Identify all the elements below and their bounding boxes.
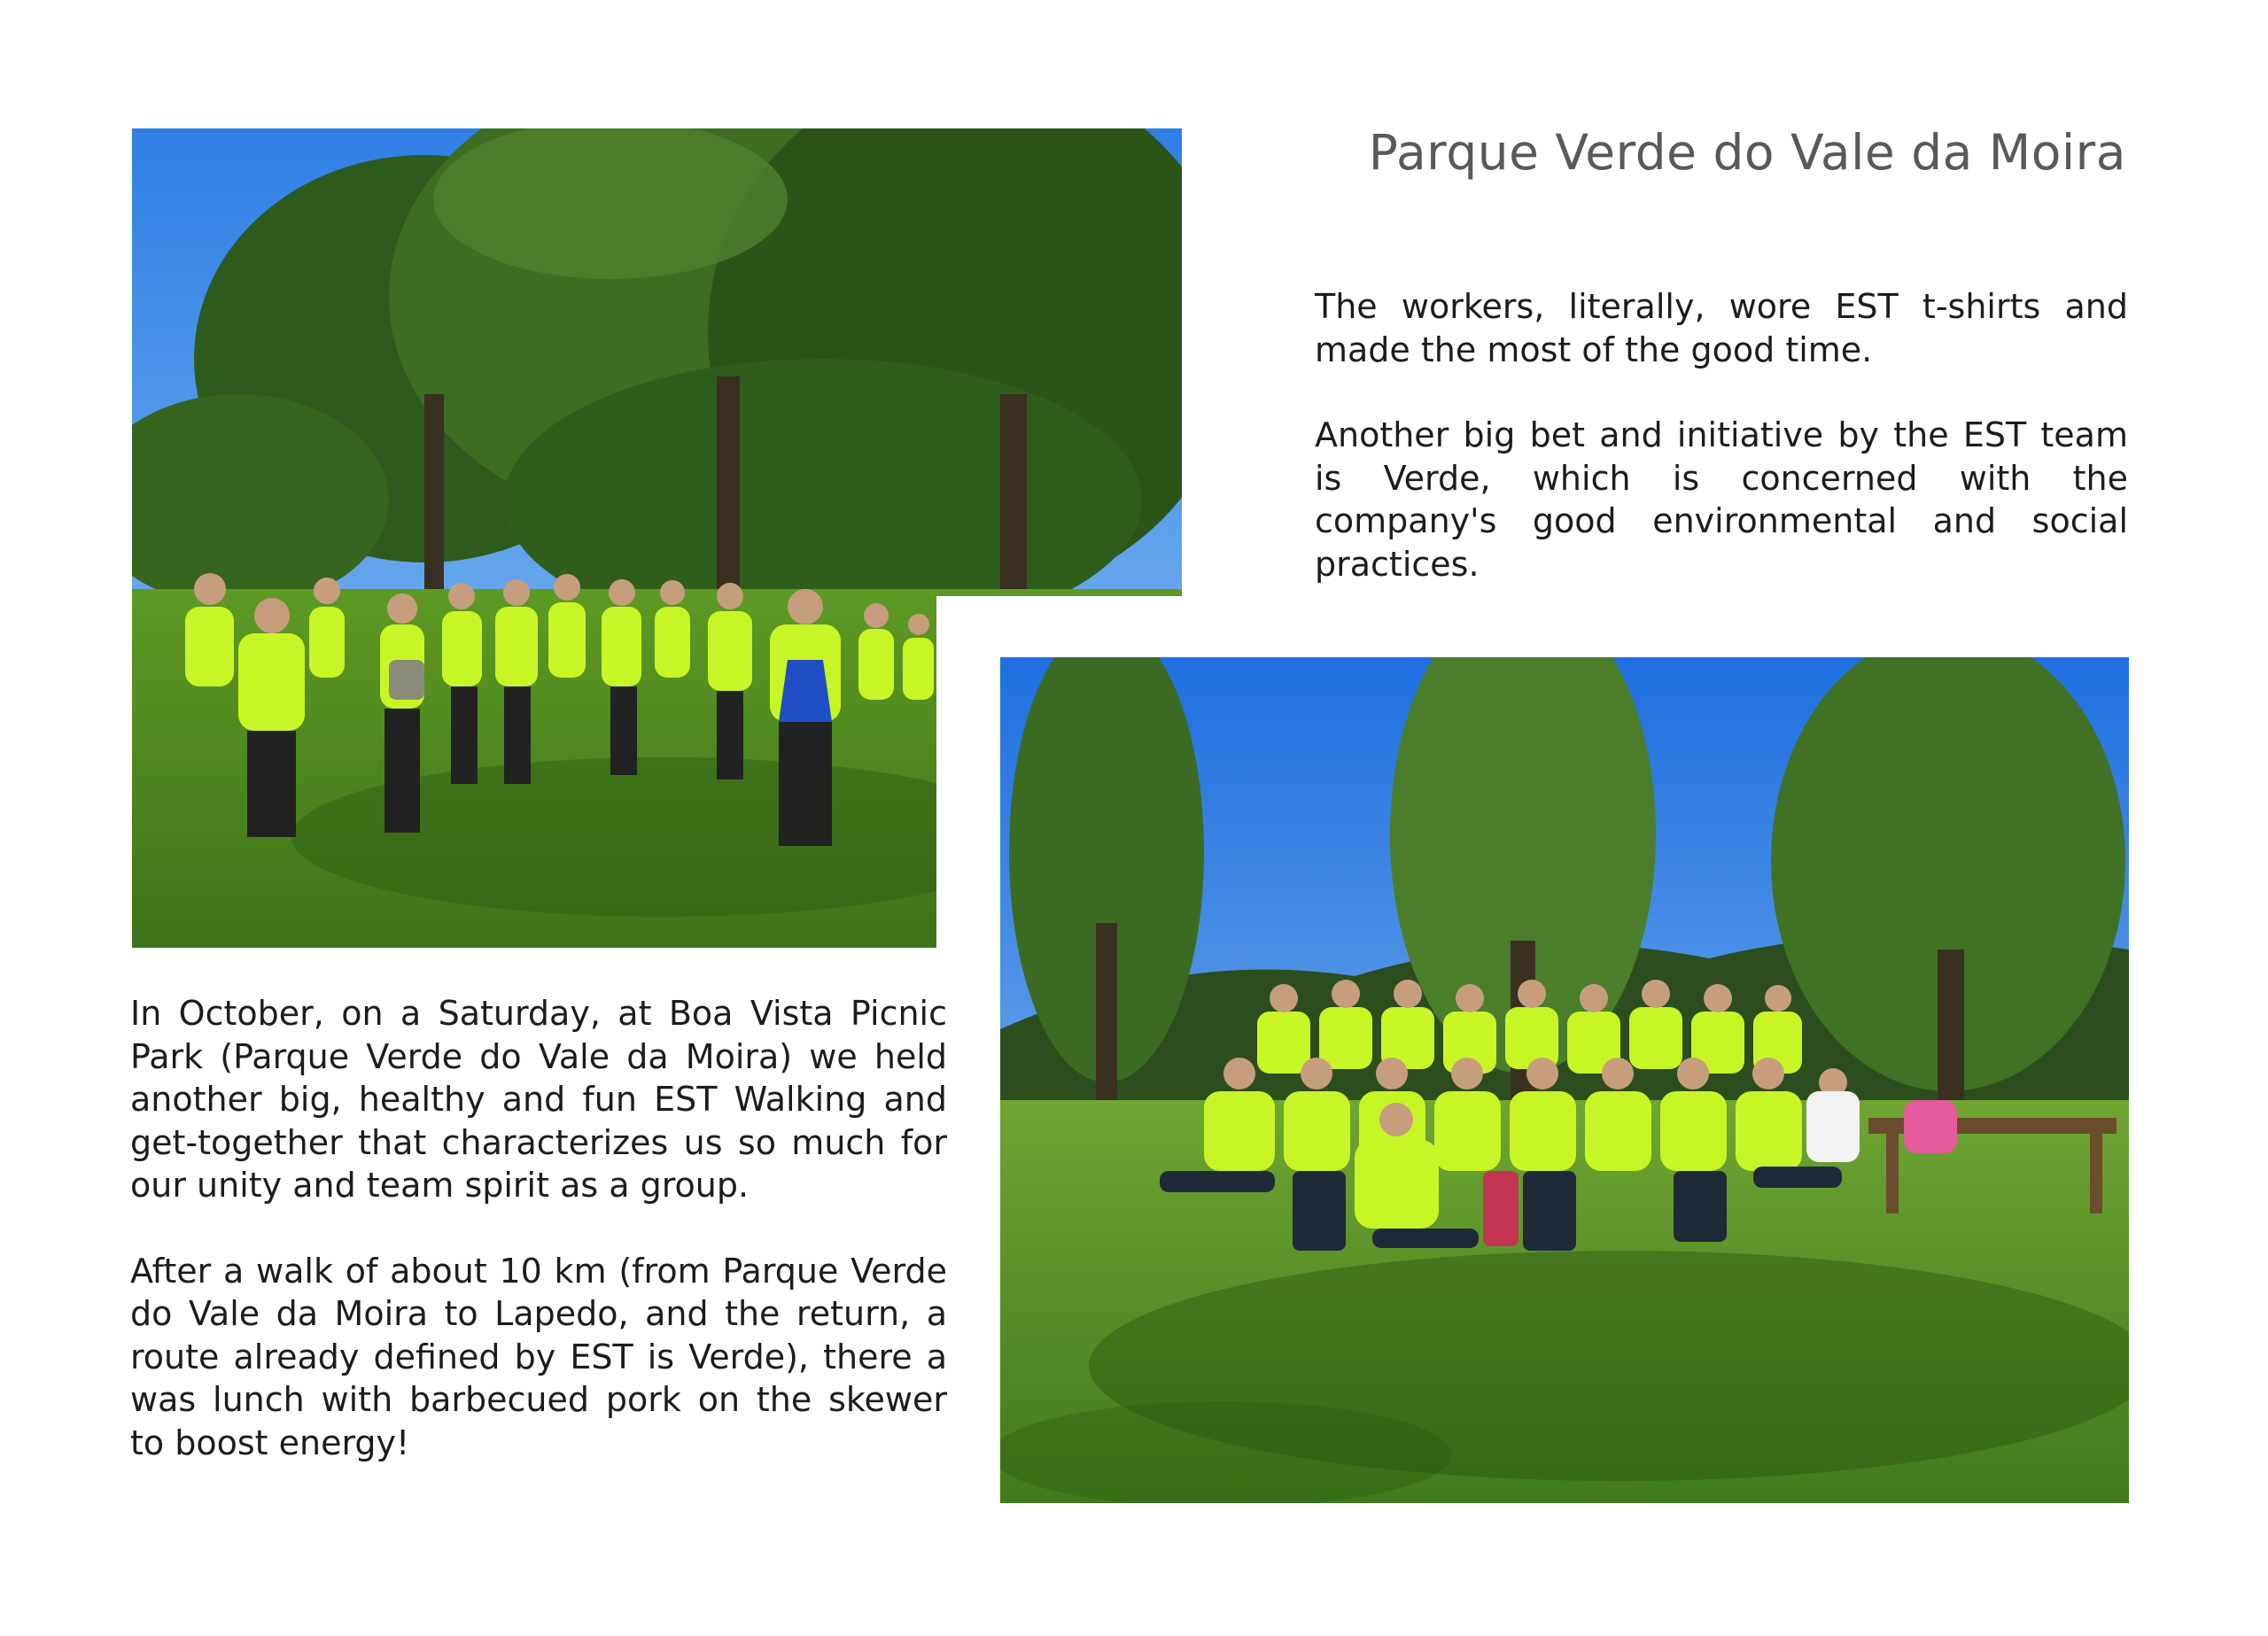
left-paragraph-1: In October, on a Saturday, at Boa Vista Picnic Park (Parque Verde do Vale da Moira) we held another big, healthy and fun EST Walking and get-together that characterizes us so much for our unity and team spirit as a group.	[130, 994, 947, 1205]
right-paragraph-1: The workers, literally, wore EST t-shirts and made the most of the good time.	[1315, 287, 2128, 369]
left-paragraph-2: After a walk of about 10 km (from Parque Verde do Vale da Moira to Lapedo, and the return, a route already defined by EST is Verde), there a was lunch with barbecued pork on the skewer to boost energy!	[130, 1251, 947, 1462]
right-text-column	[1315, 285, 2128, 585]
team-group-photo-art	[1000, 657, 2129, 1503]
team-group-photo	[1000, 657, 2129, 1503]
right-paragraph-2: Another big bet and initiative by the EST team is Verde, which is concerned with the company's good environmental and social practices.	[1315, 415, 2128, 584]
left-text-column	[130, 992, 947, 1464]
page-title: Parque Verde do Vale da Moira	[1368, 124, 2126, 181]
